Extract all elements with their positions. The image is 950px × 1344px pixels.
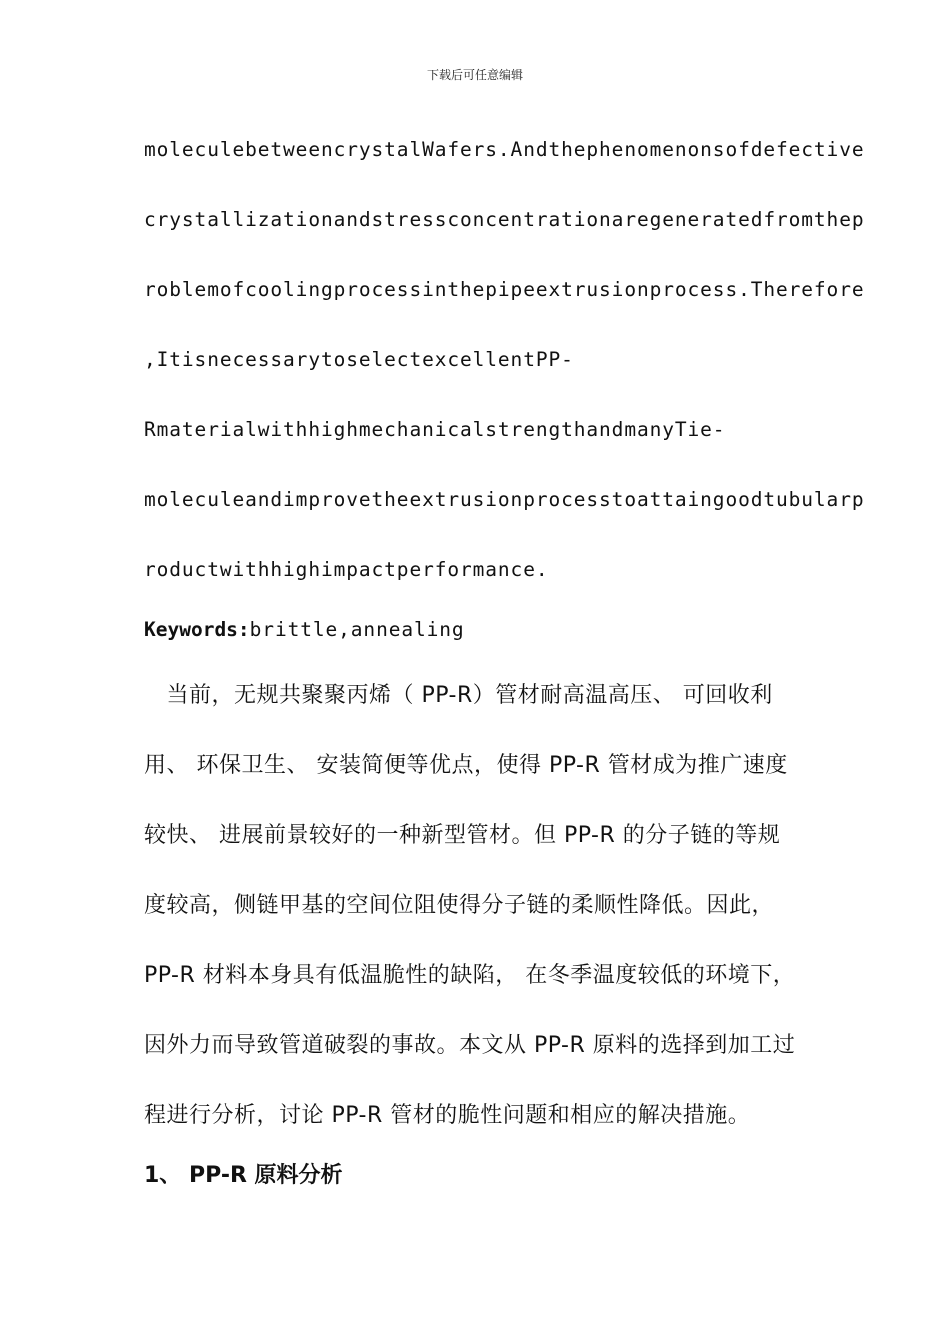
page-header: 下载后可任意编辑 [426,68,523,82]
body-line-6: 因外力而导致管道破裂的事故。本文从 PP-R 原料的选择到加工过 [144,1033,796,1058]
keywords-label: Keywords: [144,618,250,641]
body-line-3: 较快、 进展前景较好的一种新型管材。但 PP-R 的分子链的等规 [144,823,781,848]
body-line-7: 程进行分析，讨论 PP-R 管材的脆性问题和相应的解决措施。 [144,1103,751,1128]
abstract-line-2: crystallizationandstressconcentrationaregeneratedfromthep [144,208,865,231]
body-line-1: 当前，无规共聚聚丙烯（ PP-R）管材耐高温高压、 可回收利 [144,683,773,708]
abstract-line-5: RmaterialwithhighmechanicalstrengthandmanyTie- [144,418,726,441]
abstract-line-6: moleculeandimprovetheextrusionprocesstoattaingoodtubularp [144,488,865,511]
body-line-2: 用、 环保卫生、 安装简便等优点，使得 PP-R 管材成为推广速度 [144,753,788,778]
abstract-line-1: moleculebetweencrystalWafers.Andthephenomenonsofdefective [144,138,865,161]
keywords-line [144,618,465,641]
body-line-5: PP-R 材料本身具有低温脆性的缺陷， 在冬季温度较低的环境下， [144,963,796,988]
section-heading: 1、 PP-R 原料分析 [144,1163,343,1188]
abstract-line-3: roblemofcoolingprocessinthepipeextrusionprocess.Therefore [144,278,865,301]
keywords-text: brittle,annealing [249,618,465,641]
abstract-line-7: roductwithhighimpactperformance. [144,558,549,581]
body-line-4: 度较高，侧链甲基的空间位阻使得分子链的柔顺性降低。因此， [144,893,775,918]
abstract-line-4: ,ItisnecessarytoselectexcellentPP- [144,348,574,371]
